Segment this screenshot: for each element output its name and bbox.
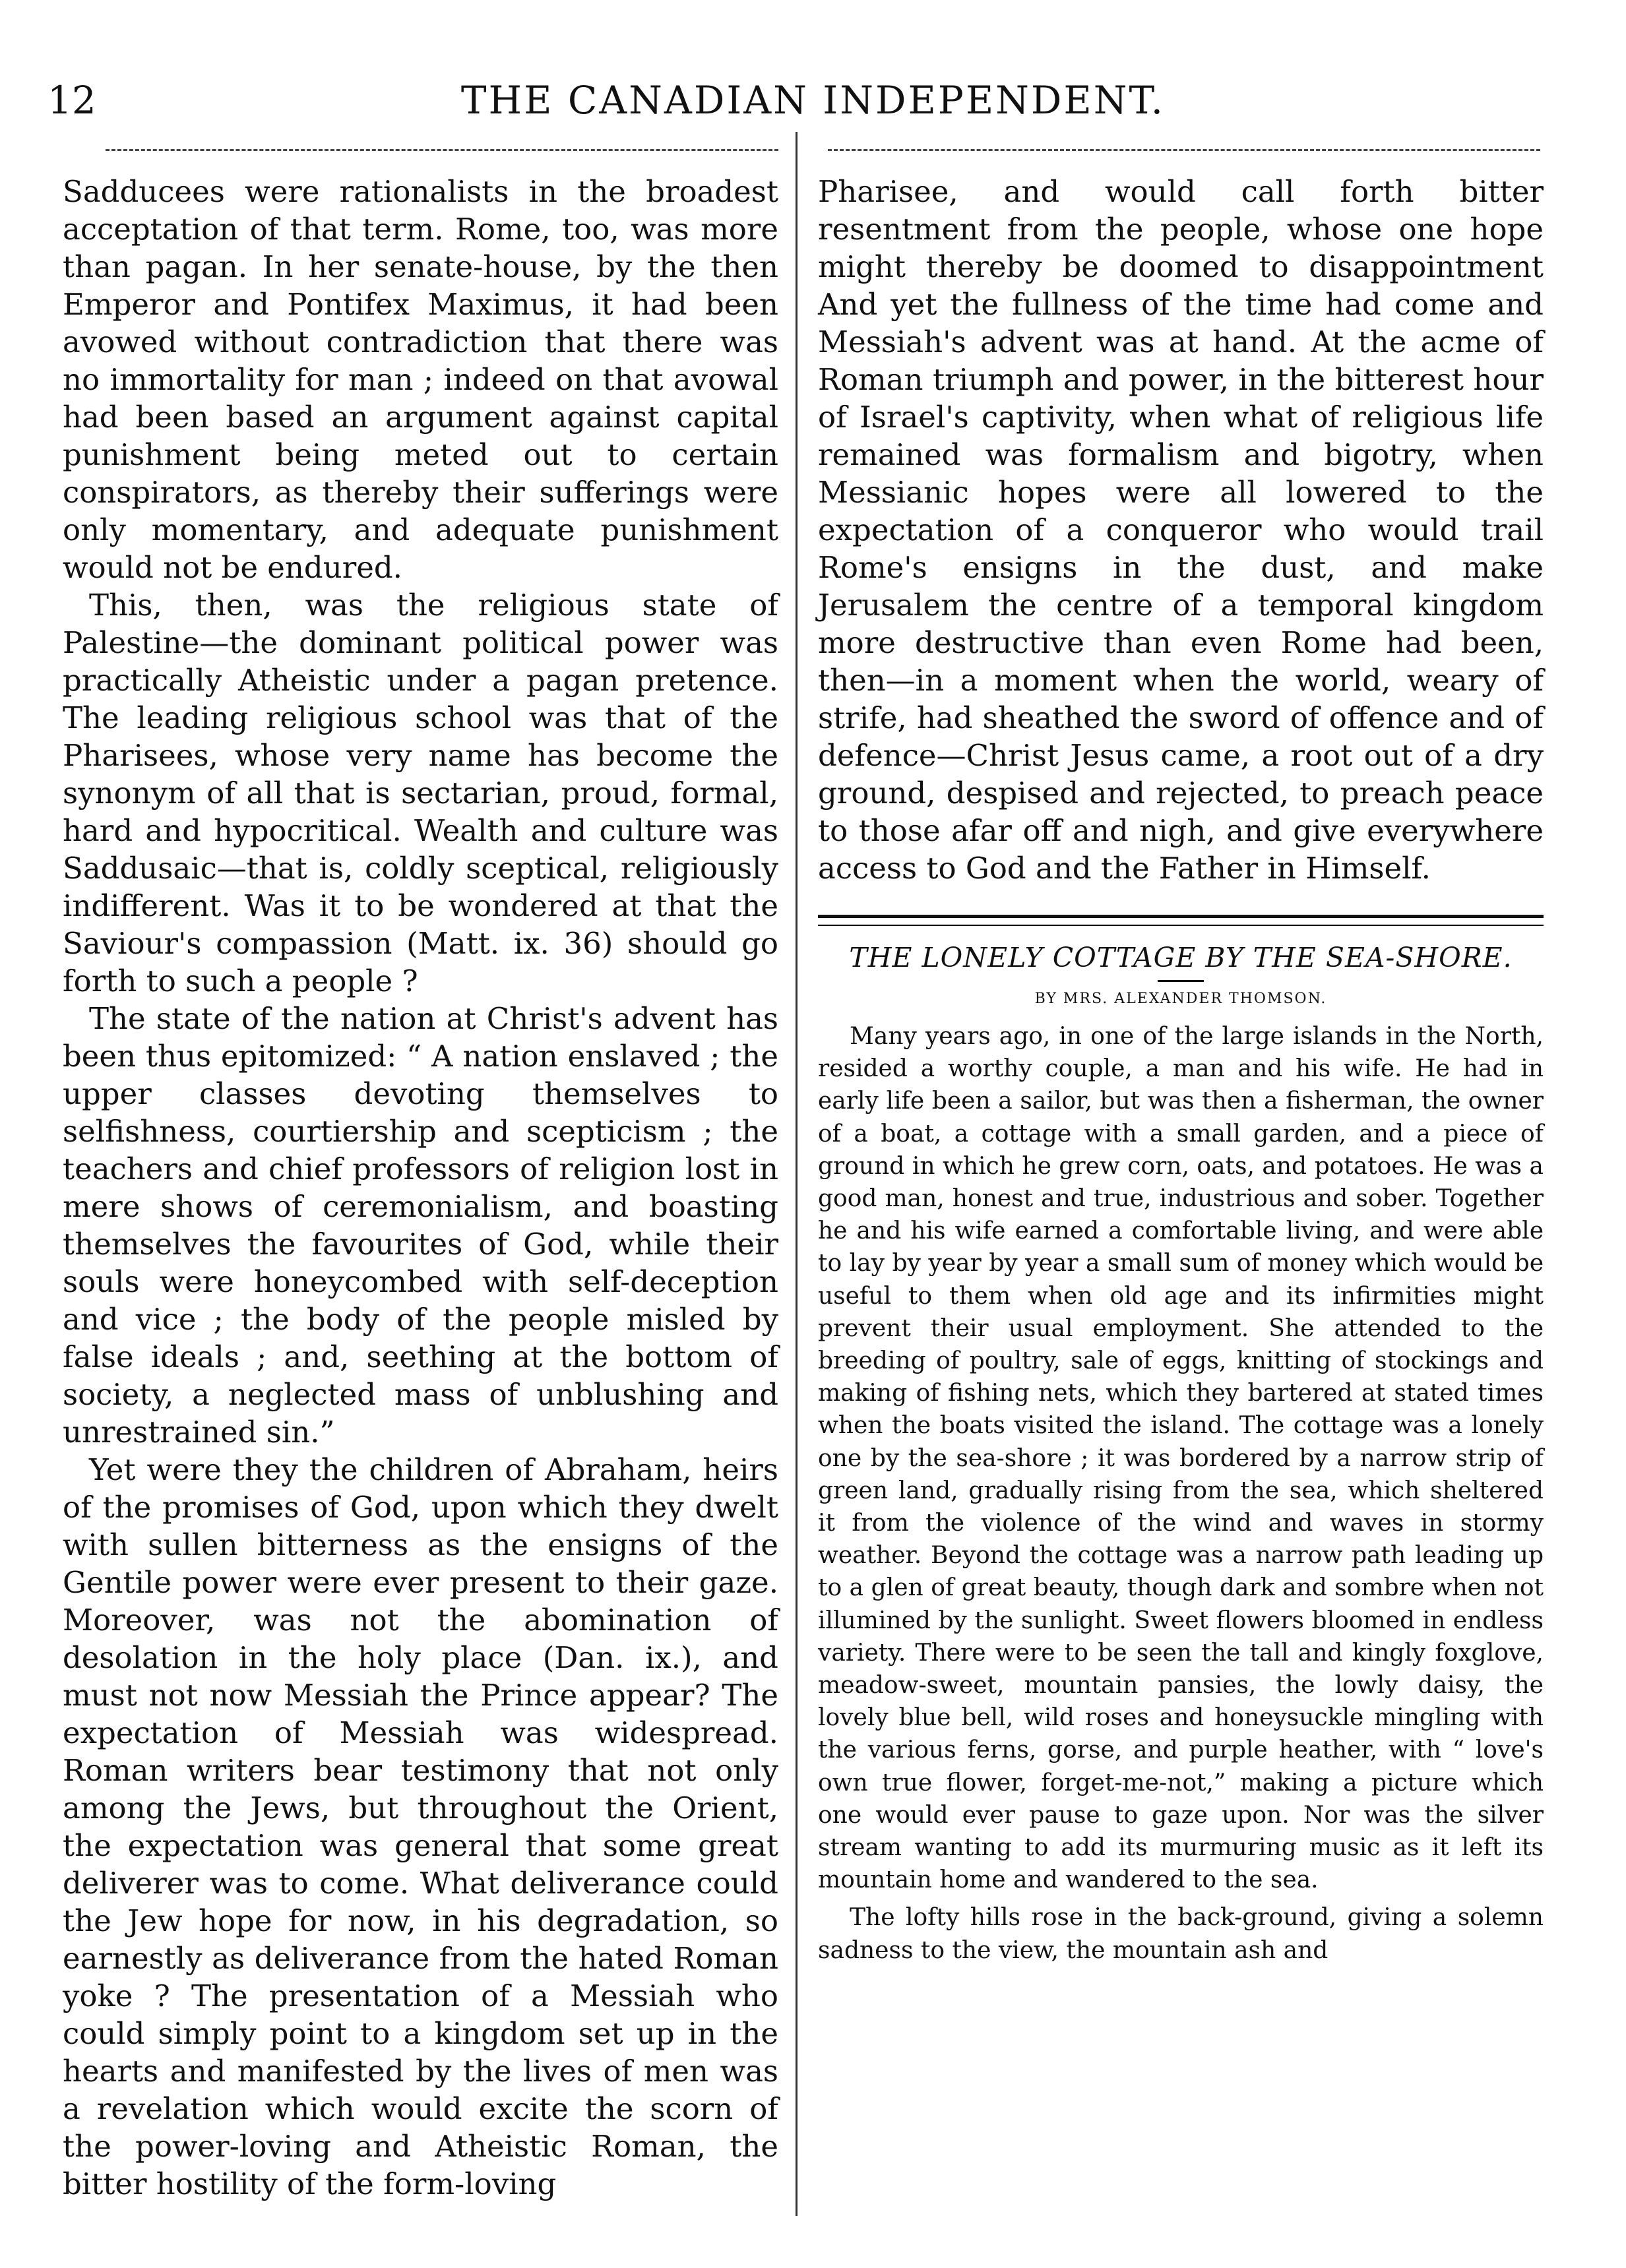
page-header	[47, 74, 1579, 127]
paragraph: The lofty hills rose in the back-ground, giving a solemn sadness to the view, the mountain ash and	[818, 1904, 1544, 1964]
paragraph: This, then, was the religious state of Palestine—the dominant political power was practically Atheistic under a pagan pretence. The leading religious school was that of the Pharisees, whose very name has become the synonym of all that is sectarian, proud, formal, hard and hypocritical. Wealth and culture was Saddusaic—that is, coldly sceptical, religiously indifferent. Was it to be wondered at that the Saviour's compassion (Matt. ix. 36) should go forth to such a people ?	[63, 588, 778, 998]
article-title: THE LONELY COTTAGE BY THE SEA-SHORE.	[849, 942, 1513, 973]
left-column	[63, 173, 778, 2203]
running-title: THE CANADIAN INDEPENDENT.	[460, 78, 1166, 123]
paragraph: The state of the nation at Christ's advent has been thus epitomized: “ A nation enslaved ; the upper classes devoting themselves to selfishness, courtiership and scepticism ; the teachers and chief professors of religion lost in mere shows of ceremonialism, and boasting themselves the favourites of God, while their souls were honeycombed with self-deception and vice ; the body of the people misled by false ideals ; and, seething at the bottom of society, a neglected mass of unblushing and unrestrained sin.”	[63, 1001, 778, 1450]
article-byline: BY MRS. ALEXANDER THOMSON.	[1034, 991, 1327, 1007]
continued-text	[818, 173, 1544, 887]
header-rule-right	[828, 149, 1540, 151]
section-divider	[818, 915, 1544, 926]
column-divider	[796, 132, 797, 2216]
title-rule	[1158, 980, 1204, 982]
paragraph: Many years ago, in one of the large islands in the North, resided a worthy couple, a man and his wife. He had in early life been a sailor, but was then a fisherman, the owner of a boat, a cottage with a small garden, and a piece of ground in which he grew corn, oats, and potatoes. He was a good man, honest and true, industrious and sober. Together he and his wife earned a comfortable living, and were able to lay by year by year a small sum of money which would be useful to them when old age and its infirmities might prevent their usual employment. She attended to the breeding of poultry, sale of eggs, knitting of stockings and making of fishing nets, which they bartered at stated times when the boats visited the island. The cottage was a lonely one by the sea-shore ; it was bordered by a narrow strip of green land, gradually rising from the sea, which sheltered it from the violence of the wind and waves in stormy weather. Beyond the cottage was a narrow path leading up to a glen of great beauty, though dark and sombre when not illumined by the sunlight. Sweet flowers bloomed in endless variety. There were to be seen the tall and kingly foxglove, meadow-sweet, mountain pansies, the lowly daisy, the lovely blue bell, wild roses and honeysuckle mingling with the various ferns, gorse, and purple heather, with “ love's own true flower, forget-me-not,” making a picture which one would ever pause to gaze upon. Nor was the silver stream wanting to add its murmuring music as it left its mountain home and wandered to the sea.	[818, 1023, 1544, 1894]
article-body	[818, 1020, 1544, 1967]
paragraph: Yet were they the children of Abraham, heirs of the promises of God, upon which they dwelt with sullen bitterness as the ensigns of the Gentile power were ever present to their gaze. Moreover, was not the abomination of desolation in the holy place (Dan. ix.), and must not now Messiah the Prince appear? The expectation of Messiah was widespread. Roman writers bear testimony that not only among the Jews, but throughout the Orient, the expectation was general that some great deliverer was to come. What deliverance could the Jew hope for now, in his degradation, so earnestly as deliverance from the hated Roman yoke ? The presentation of a Messiah who could simply point to a kingdom set up in the hearts and manifested by the lives of men was a revelation which would excite the scorn of the power-loving and Atheistic Roman, the bitter hostility of the form-loving	[63, 1452, 778, 2201]
page-number: 12	[47, 78, 96, 123]
paragraph: Pharisee, and would call forth bitter resentment from the people, whose one hope might thereby be doomed to disappointment And yet the fullness of the time had come and Messiah's advent was at hand. At the acme of Roman triumph and power, in the bitterest hour of Israel's captivity, when what of religious life remained was formalism and bigotry, when Messianic hopes were all lowered to the expectation of a conqueror who would trail Rome's ensigns in the dust, and make Jerusalem the centre of a temporal kingdom more destructive than even Rome had been, then—in a moment when the world, weary of strife, had sheathed the sword of offence and of defence—Christ Jesus came, a root out of a dry ground, despised and rejected, to preach peace to those afar off and nigh, and give everywhere access to God and the Father in Himself.	[818, 174, 1544, 886]
paragraph: Sadducees were rationalists in the broadest acceptation of that term. Rome, too, was more than pagan. In her senate-house, by the then Emperor and Pontifex Maximus, it had been avowed without contradiction that there was no immortality for man ; indeed on that avowal had been based an argument against capital punishment being meted out to certain conspirators, as thereby their sufferings were only momentary, and adequate punishment would not be endured.	[63, 174, 778, 585]
right-column	[818, 173, 1544, 1972]
header-rule-left	[106, 149, 778, 151]
